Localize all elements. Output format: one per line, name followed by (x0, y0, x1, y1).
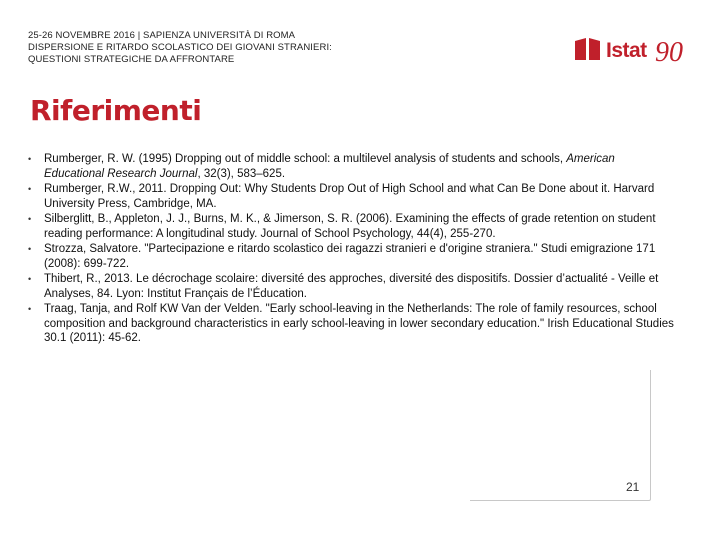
bullet-icon: • (28, 304, 32, 314)
bullet-icon: • (28, 244, 32, 254)
reference-tail: , 32(3), 583–625. (197, 167, 286, 180)
reference-text: Traag, Tanja, and Rolf KW Van der Velden. "Early school-leaving in the Netherlands: The role of family resources, school composition and background characteristics in early school-leaving in lower secondary education." Irish Educational Studies 30.1 (2011): 45-62. (44, 303, 674, 344)
reference-item (28, 212, 678, 241)
page-number: 21 (626, 480, 640, 494)
logo-number: 90 (655, 37, 683, 68)
slide-header (28, 30, 332, 66)
logo-wordmark: Istat (606, 39, 647, 62)
reference-item (28, 152, 678, 181)
reference-item (28, 242, 678, 271)
references-list (28, 152, 678, 347)
header-line-subtitle: QUESTIONI STRATEGICHE DA AFFRONTARE (28, 54, 235, 65)
header-line-title: DISPERSIONE E RITARDO SCOLASTICO DEI GIOVANI STRANIERI: (28, 42, 332, 53)
reference-item (28, 182, 678, 211)
reference-text: Thibert, R., 2013. Le décrochage scolaire: diversité des approches, diversité des dispositifs. Dossier d’actualité - Veille et Analyses, 84. Lyon: Institut Français de l’Éducation. (44, 273, 659, 300)
istat-logo (572, 32, 690, 72)
reference-text: Rumberger, R. W. (1995) Dropping out of middle school: a multilevel analysis of students and schools, (44, 153, 564, 165)
page-corner-frame (470, 370, 651, 501)
bullet-icon: • (28, 274, 32, 284)
reference-text: Rumberger, R.W., 2011. Dropping Out: Why Students Drop Out of High School and what Can Be Done about it. Harvard University Press, Cambridge, MA. (44, 183, 655, 210)
reference-item (28, 272, 678, 301)
reference-journal: American Educational Research Journal (44, 153, 615, 180)
reference-item (28, 302, 678, 346)
istat-logo-graphic (572, 32, 690, 72)
reference-text: Silberglitt, B., Appleton, J. J., Burns, M. K., & Jimerson, S. R. (2006). Examining the effects of grade retention on student reading performance: A longitudinal study. Journal of School Psychology, 44(4), 255-270. (44, 213, 656, 240)
bullet-icon: • (28, 214, 32, 224)
bullet-icon: • (28, 184, 32, 194)
slide-title: Riferimenti (30, 94, 202, 127)
reference-text: Strozza, Salvatore. "Partecipazione e ritardo scolastico dei ragazzi stranieri e d'origine straniera." Studi emigrazione 171 (2008): 699-722. (44, 243, 656, 270)
header-line-event: 25-26 NOVEMBRE 2016 | SAPIENZA UNIVERSITÀ DI ROMA (28, 30, 296, 41)
bullet-icon: • (28, 154, 32, 164)
